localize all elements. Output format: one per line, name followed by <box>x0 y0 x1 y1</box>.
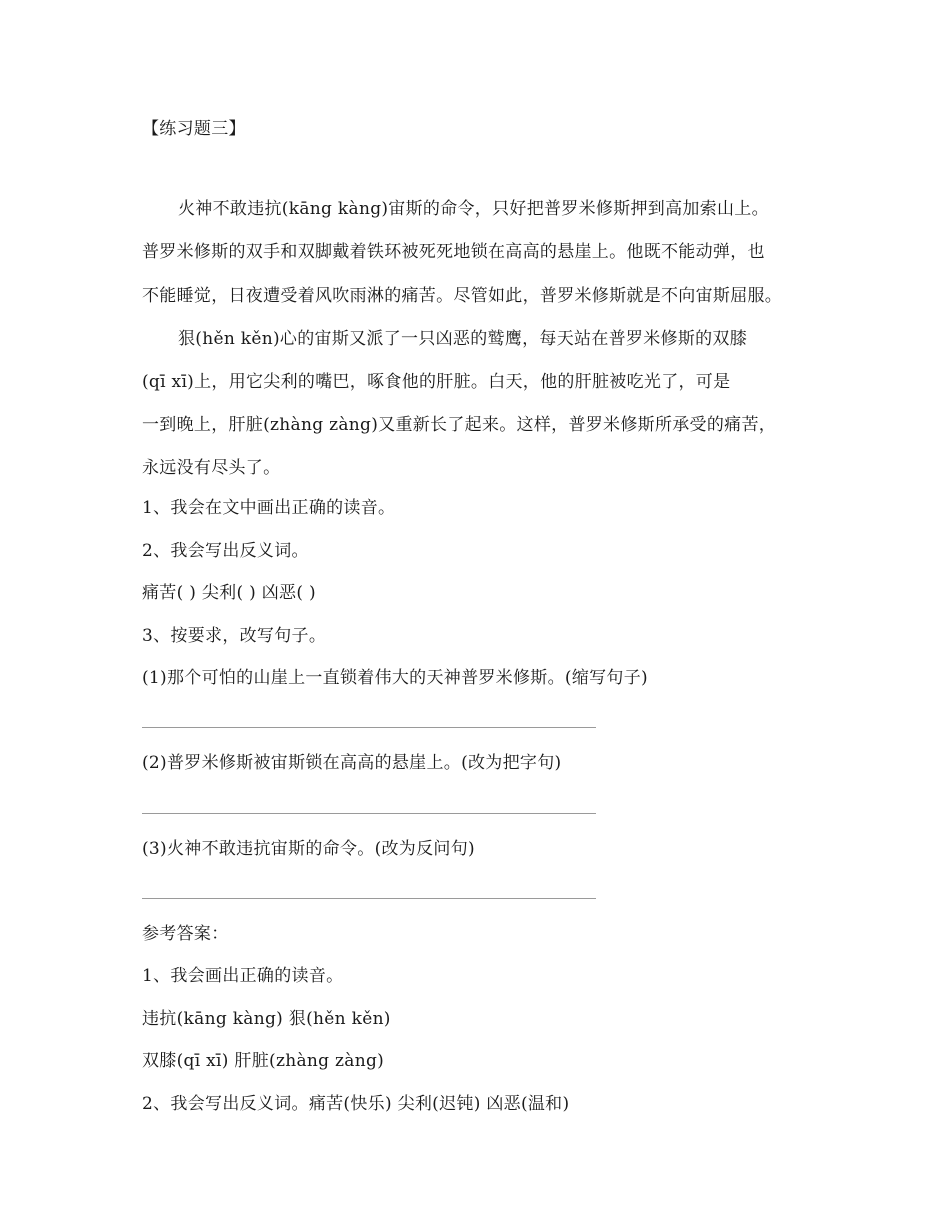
answer-1-line-2: 双膝(qī xī) 肝脏(zhàng zàng) <box>142 1051 385 1071</box>
exercise-title: 【练习题三】 <box>142 119 246 139</box>
answers-heading: 参考答案： <box>142 924 229 944</box>
answer-1: 1、我会画出正确的读音。 <box>142 966 344 986</box>
passage-line: 一到晚上，肝脏(zhàng zàng)又重新长了起来。这样，普罗米修斯所承受的痛苦， <box>142 415 777 435</box>
question-3-3: (3)火神不敢违抗宙斯的命令。(改为反问句) <box>142 839 475 859</box>
question-1: 1、我会在文中画出正确的读音。 <box>142 498 396 518</box>
passage-line: 永远没有尽头了。 <box>142 458 281 478</box>
passage-line: 不能睡觉，日夜遭受着风吹雨淋的痛苦。尽管如此，普罗米修斯就是不向宙斯屈服。 <box>142 286 783 306</box>
passage-line: 狠(hěn kěn)心的宙斯又派了一只凶恶的鹫鹰，每天站在普罗米修斯的双膝 <box>178 329 748 349</box>
question-3-2: (2)普罗米修斯被宙斯锁在高高的悬崖上。(改为把字句) <box>142 753 562 773</box>
question-2-items: 痛苦( ) 尖利( ) 凶恶( ) <box>142 583 316 603</box>
passage-line: (qī xī)上，用它尖利的嘴巴，啄食他的肝脏。白天，他的肝脏被吃光了，可是 <box>142 372 731 392</box>
answer-blank-line[interactable] <box>142 727 596 728</box>
question-3: 3、按要求，改写句子。 <box>142 626 327 646</box>
passage-line: 火神不敢违抗(kāng kàng)宙斯的命令，只好把普罗米修斯押到高加索山上。 <box>178 199 769 219</box>
answer-1-line-1: 违抗(kāng kàng) 狠(hěn kěn) <box>142 1009 391 1029</box>
answer-2: 2、我会写出反义词。痛苦(快乐) 尖利(迟钝) 凶恶(温和) <box>142 1094 570 1114</box>
question-2: 2、我会写出反义词。 <box>142 541 309 561</box>
passage-line: 普罗米修斯的双手和双脚戴着铁环被死死地锁在高高的悬崖上。他既不能动弹，也 <box>142 242 765 262</box>
question-3-1: (1)那个可怕的山崖上一直锁着伟大的天神普罗米修斯。(缩写句子) <box>142 668 648 688</box>
answer-blank-line[interactable] <box>142 813 596 814</box>
answer-blank-line[interactable] <box>142 898 596 899</box>
